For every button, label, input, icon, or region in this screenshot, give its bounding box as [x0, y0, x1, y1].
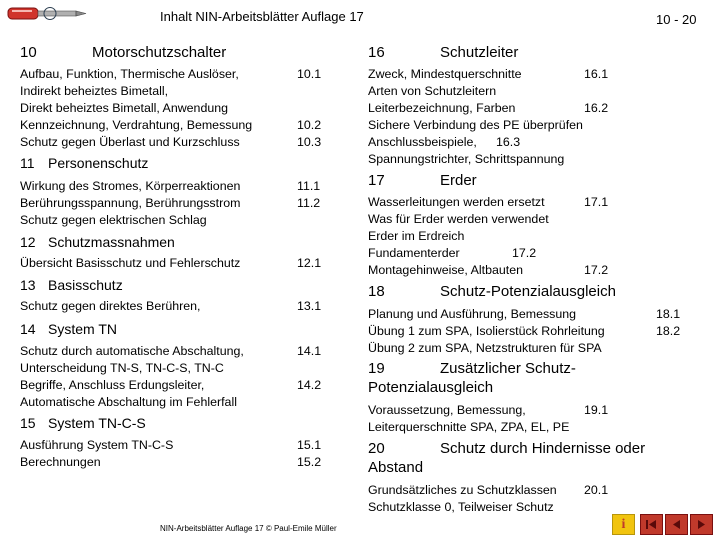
page-title: Inhalt NIN-Arbeitsblätter Auflage 17 — [160, 9, 364, 24]
section-18-title: Schutz-Potenzialausgleich — [440, 283, 616, 300]
entry-line: Übung 2 zum SPA, Netzstrukturen für SPA — [368, 341, 602, 355]
entry-line: Begriffe, Anschluss Erdungsleiter, — [20, 378, 205, 392]
section-11-entries — [20, 178, 240, 229]
entry-line: Berührungsspannung, Berührungsstrom — [20, 196, 241, 210]
page-ref-link[interactable]: 16.3 — [496, 135, 521, 149]
entry-line: Spannungstrichter, Schrittspannung — [368, 152, 565, 166]
section-14-title: System TN — [48, 321, 117, 337]
entry-line: Aufbau, Funktion, Thermische Auslöser, — [20, 67, 239, 81]
entry-line: Indirekt beheiztes Bimetall, — [20, 84, 169, 98]
section-12-title: Schutzmassnahmen — [48, 234, 175, 250]
entry-line: Fundamenterder — [368, 246, 460, 260]
page-ref-link[interactable]: 11.2 — [297, 196, 321, 210]
first-page-button[interactable] — [640, 514, 663, 535]
section-19-number: 19 — [368, 360, 385, 377]
page-range: 10 - 20 — [656, 12, 697, 27]
section-16-number: 16 — [368, 44, 385, 61]
entry-line: Schutz gegen Überlast und Kurzschluss — [20, 135, 240, 149]
entry-line: Erder im Erdreich — [368, 229, 465, 243]
section-20-entries — [368, 482, 557, 516]
section-14-refs — [297, 343, 321, 394]
page-ref-link[interactable]: 16.2 — [584, 101, 609, 115]
entry-line: Schutz gegen elektrischen Schlag — [20, 213, 207, 227]
entry-line: Grundsätzliches zu Schutzklassen — [368, 483, 557, 497]
first-page-icon — [641, 515, 662, 534]
page-ref-link[interactable]: 19.1 — [584, 403, 609, 417]
page-ref-link[interactable]: 10.1 — [297, 67, 322, 81]
page-ref-link[interactable]: 17.1 — [584, 195, 609, 209]
section-14-number: 14 — [20, 321, 36, 337]
entry-line: Zweck, Mindestquerschnitte — [368, 67, 522, 81]
page-ref-link[interactable]: 14.2 — [297, 378, 322, 392]
section-15-title: System TN-C-S — [48, 415, 146, 431]
next-page-icon — [691, 515, 712, 534]
page-ref-link[interactable]: 10.2 — [297, 118, 322, 132]
entry-line: Planung und Ausführung, Bemessung — [368, 307, 577, 321]
entry-line: Unterscheidung TN-S, TN-C-S, TN-C — [20, 361, 224, 375]
page-ref-link[interactable]: 16.1 — [584, 67, 609, 81]
page-ref-link[interactable]: 14.1 — [297, 344, 322, 358]
section-17-entries — [368, 194, 549, 279]
section-18-entries — [368, 306, 605, 357]
section-16-entries — [368, 66, 583, 168]
entry-line: Berechnungen — [20, 455, 101, 469]
section-13-title: Basisschutz — [48, 277, 123, 293]
section-19-title-cont: Potenzialausgleich — [368, 379, 494, 396]
section-14-entries — [20, 343, 244, 411]
section-10-number: 10 — [20, 44, 37, 61]
section-17-number: 17 — [368, 172, 385, 189]
section-10-entries — [20, 66, 252, 151]
page-ref-link[interactable]: 13.1 — [297, 299, 322, 313]
page-ref-link[interactable]: 12.1 — [297, 256, 322, 270]
page-ref-link[interactable]: 17.2 — [584, 263, 609, 277]
page-ref-link[interactable]: 15.2 — [297, 455, 322, 469]
footer-credit: NIN-Arbeitsblätter Auflage 17 © Paul-Emile Müller — [160, 524, 337, 533]
entry-line: Leiterquerschnitte SPA, ZPA, EL, PE — [368, 420, 570, 434]
entry-line: Leiterbezeichnung, Farben — [368, 101, 516, 115]
section-20-number: 20 — [368, 440, 385, 457]
section-15-refs — [297, 437, 321, 471]
next-page-button[interactable] — [690, 514, 713, 535]
section-10-title: Motorschutzschalter — [92, 44, 227, 61]
section-20-title: Schutz durch Hindernisse oder — [440, 440, 646, 457]
entry-line: Automatische Abschaltung im Fehlerfall — [20, 395, 237, 409]
screwdriver-logo-icon — [6, 3, 90, 23]
prev-page-icon — [666, 515, 687, 534]
section-13-number: 13 — [20, 277, 36, 293]
page-ref-link[interactable]: 17.2 — [512, 246, 537, 260]
info-button[interactable] — [612, 514, 635, 535]
page-ref-link[interactable]: 10.3 — [297, 135, 322, 149]
section-11-number: 11 — [20, 155, 35, 171]
section-12-number: 12 — [20, 234, 36, 250]
entry-line: Übung 1 zum SPA, Isolierstück Rohrleitung — [368, 324, 605, 338]
section-10-refs — [297, 66, 321, 151]
page-ref-link[interactable]: 15.1 — [297, 438, 322, 452]
section-19-entries — [368, 402, 569, 436]
entry-line: Arten von Schutzleitern — [368, 84, 497, 98]
entry-line: Wasserleitungen werden ersetzt — [368, 195, 545, 209]
page-ref-link[interactable]: 11.1 — [297, 179, 321, 193]
entry-line: Wirkung des Stromes, Körperreaktionen — [20, 179, 241, 193]
entry-line: Was für Erder werden verwendet — [368, 212, 549, 226]
section-18-number: 18 — [368, 283, 385, 300]
entry-line: Schutz durch automatische Abschaltung, — [20, 344, 244, 358]
section-15-entries — [20, 437, 173, 471]
page-ref-link[interactable]: 18.1 — [656, 307, 681, 321]
section-11-title: Personenschutz — [48, 155, 149, 171]
entry-line: Voraussetzung, Bemessung, — [368, 403, 526, 417]
section-11-refs — [297, 178, 320, 212]
section-15-number: 15 — [20, 415, 36, 431]
page-ref-link[interactable]: 18.2 — [656, 324, 681, 338]
info-icon: i — [621, 517, 626, 532]
section-17-title: Erder — [440, 172, 477, 189]
entry-line: Sichere Verbindung des PE überprüfen — [368, 118, 583, 132]
entry-line: Schutz gegen direktes Berühren, — [20, 299, 201, 313]
section-20-title-cont: Abstand — [368, 459, 424, 476]
prev-page-button[interactable] — [665, 514, 688, 535]
entry-line: Schutzklasse 0, Teilweiser Schutz — [368, 500, 554, 514]
entry-line: Direkt beheiztes Bimetall, Anwendung — [20, 101, 229, 115]
entry-line: Montagehinweise, Altbauten — [368, 263, 523, 277]
entry-line: Anschlussbeispiele, — [368, 135, 477, 149]
section-19-title: Zusätzlicher Schutz- — [440, 360, 576, 377]
entry-line: Ausführung System TN-C-S — [20, 438, 174, 452]
entry-line: Kennzeichnung, Verdrahtung, Bemessung — [20, 118, 253, 132]
section-16-title: Schutzleiter — [440, 44, 519, 61]
page-ref-link[interactable]: 20.1 — [584, 483, 609, 497]
section-18-refs — [656, 306, 680, 340]
entry-line: Übersicht Basisschutz und Fehlerschutz — [20, 256, 241, 270]
